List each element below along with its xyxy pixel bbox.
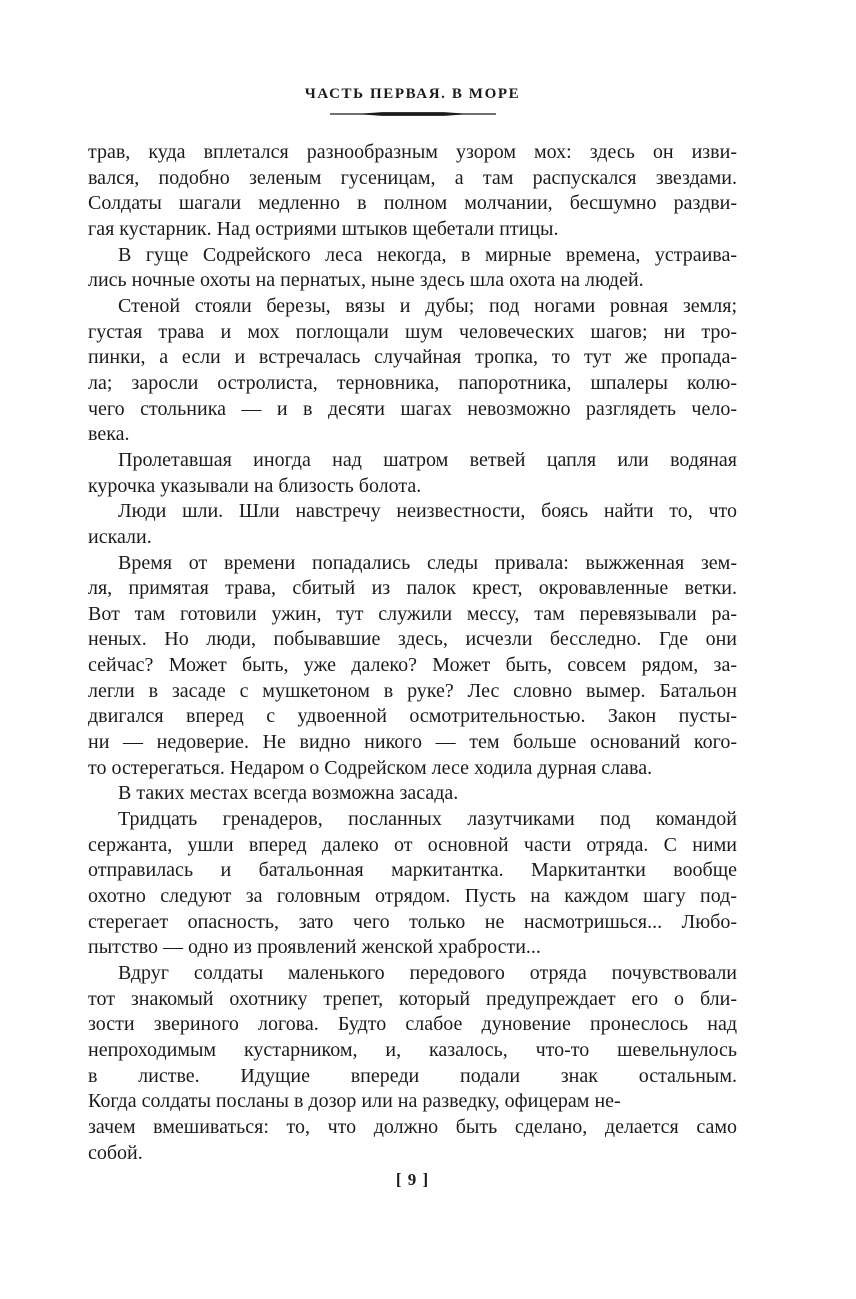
swelled-rule-icon [330,110,496,118]
text-line: Вдруг солдаты маленького передового отряда почувствовали [118,962,737,984]
text-line: вался, подобно зеленым гусеницам, а там распускался звездами. [88,166,737,189]
body-text [88,140,737,1166]
text-line: тот знакомый охотнику трепет, который предупреждает его о бли- [88,987,737,1010]
text-line: пинки, а если и встречалась случайная тропка, то тут же пропада- [88,346,737,369]
text-line: легли в засаде с мушкетоном в руке? Лес словно вымер. Батальон [88,679,737,702]
text-line: Вот там готовили ужин, тут служили мессу, там перевязывали ра- [88,602,737,625]
text-line: гая кустарник. Над остриями штыков щебетали птицы. [88,217,559,240]
text-line: пытство — одно из проявлений женской храбрости... [88,936,541,959]
text-line: непроходимым кустарником, и, казалось, что-то шевельнулось [88,1038,737,1061]
page-number: [ 9 ] [395,1170,430,1189]
text-line: искали. [88,525,152,548]
text-line: то остерегаться. Недаром о Содрейском лесе ходила дурная слава. [88,756,653,779]
text-line: лись ночные охоты на пернатых, ныне здесь шла охота на людей. [88,269,644,292]
text-line: чего стольника — и в десяти шагах невозможно разглядеть чело- [88,397,737,420]
text-line: Солдаты шагали медленно в полном молчании, бесшумно раздви- [88,192,737,215]
text-line: века. [88,423,130,446]
text-line: Пролетавшая иногда над шатром ветвей цапля или водяная [118,448,737,471]
text-line: двигался вперед с удвоенной осмотрительностью. Закон пусты- [88,705,737,728]
text-line: зости звериного логова. Будто слабое дуновение пронеслось над [88,1013,737,1036]
text-line: сержанта, ушли вперед далеко от основной части отряда. С ними [88,833,737,856]
text-line: стерегает опасность, зато чего только не насмотришься... Любо- [88,910,737,933]
text-line: собой. [88,1141,143,1164]
text-line: Время от времени попадались следы привала: выжженная зем- [118,551,737,574]
text-line: в листве. Идущие впереди подали знак остальным. [88,1064,737,1087]
text-line: сейчас? Может быть, уже далеко? Может быть, совсем рядом, за- [88,654,737,677]
text-line: ла; заросли остролиста, терновника, папоротника, шпалеры колю- [88,371,737,394]
text-line: густая трава и мох поглощали шум человеческих шагов; ни тро- [88,320,737,343]
text-line: трав, куда вплетался разнообразным узором мох: здесь он изви- [88,141,737,163]
text-line: Стеной стояли березы, вязы и дубы; под ногами ровная земля; [118,294,737,317]
header-divider-ornament [88,110,737,118]
text-line: ни — недоверие. Не видно никого — тем больше оснований кого- [88,731,737,754]
text-line: В гуще Содрейского леса некогда, в мирные времена, устраива- [118,243,737,266]
text-line: В таких местах всегда возможна засада. [118,782,459,805]
text-line: отправилась и батальонная маркитантка. Маркитантки вообще [88,859,737,882]
text-line: ля, примятая трава, сбитый из палок крест, окровавленные ветки. [88,577,737,600]
text-line: курочка указывали на близость болота. [88,474,422,497]
text-line: охотно следуют за головным отрядом. Пусть на каждом шагу под- [88,885,737,908]
text-line: неных. Но люди, побывавшие здесь, исчезли бесследно. Где они [88,628,737,651]
text-line: зачем вмешиваться: то, что должно быть сделано, делается само [88,1115,737,1138]
text-line: Когда солдаты посланы в дозор или на разведку, офицерам не- [88,1090,621,1113]
running-header: ЧАСТЬ ПЕРВАЯ. В МОРЕ [304,86,521,102]
text-line: Люди шли. Шли навстречу неизвестности, боясь найти то, что [118,500,737,523]
text-line: Тридцать гренадеров, посланных лазутчиками под командой [118,808,737,831]
